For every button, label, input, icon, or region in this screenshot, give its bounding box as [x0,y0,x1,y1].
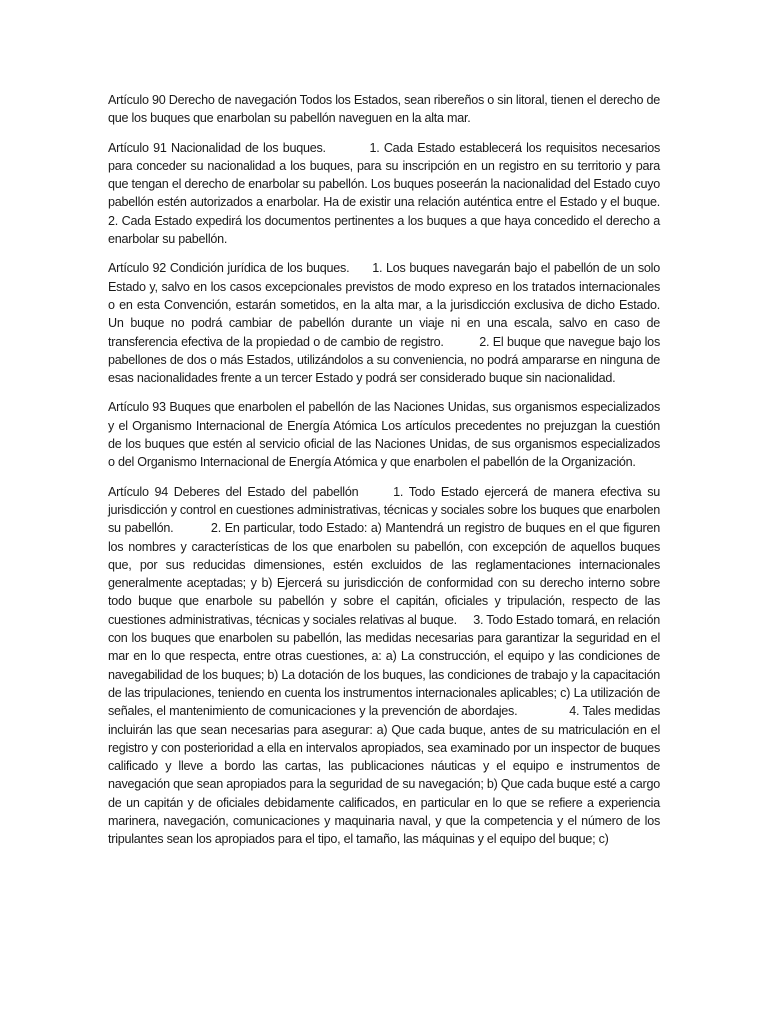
article-92-paragraph: Artículo 92 Condición jurídica de los buques. 1. Los buques navegarán bajo el pabellón de un solo Estado y, salvo en los casos excepcionales previstos de modo expreso en los tratados internacionales o en esta Convención, estarán sometidos, en la alta mar, a la jurisdicción exclusiva de dicho Estado. Un buque no podrá cambiar de pabellón durante un viaje ni en una escala, salvo en caso de transferencia efectiva de la propiedad o de cambio de registro. 2. El buque que navegue bajo los pabellones de dos o más Estados, utilizándolos a su conveniencia, no podrá ampararse en ninguna de esas nacionalidades frente a un tercer Estado y podrá ser considerado buque sin nacionalidad. [108,261,664,386]
article-93-paragraph: Artículo 93 Buques que enarbolen el pabellón de las Naciones Unidas, sus organismos especializados y el Organismo Internacional de Energía Atómica Los artículos precedentes no prejuzgan la cuestión de los buques que estén al servicio oficial de las Naciones Unidas, de sus organismos especializados o del Organismo Internacional de Energía Atómica y que enarbolen el pabellón de la Organización. [108,400,664,470]
article-90-paragraph: Artículo 90 Derecho de navegación Todos los Estados, sean ribereños o sin litoral, tienen el derecho de que los buques que enarbolan su pabellón naveguen en la alta mar. [108,93,664,126]
document-page [108,91,677,860]
article-91-paragraph: Artículo 91 Nacionalidad de los buques. 1. Cada Estado establecerá los requisitos necesarios para conceder su nacionalidad a los buques, para su inscripción en un registro en su territorio y para que tengan el derecho de enarbolar su pabellón. Los buques poseerán la nacionalidad del Estado cuyo pabellón estén autorizados a enarbolar. Ha de existir una relación auténtica entre el Estado y el buque. 2. Cada Estado expedirá los documentos pertinentes a los buques a que haya concedido el derecho a enarbolar su pabellón. [108,140,677,247]
article-94-paragraph: Artículo 94 Deberes del Estado del pabellón 1. Todo Estado ejercerá de manera efectiva su jurisdicción y control en cuestiones administrativas, técnicas y sociales sobre los buques que enarbolen su pabellón. 2. En particular, todo Estado: a) Mantendrá un registro de buques en el que figuren los nombres y características de los que enarbolen su pabellón, con excepción de aquellos buques que, por sus reducidas dimensiones, estén excluidos de las reglamentaciones internacionales generalmente aceptadas; y b) Ejercerá su jurisdicción de conformidad con su derecho interno sobre todo buque que enarbole su pabellón y sobre el capitán, oficiales y tripulación, respecto de las cuestiones administrativas, técnicas y sociales relativas al buque. 3. Todo Estado tomará, en relación con los buques que enarbolen su pabellón, las medidas necesarias para garantizar la seguridad en el mar en lo que respecta, entre otras cuestiones, a: a) La construcción, el equipo y las condiciones de navegabilidad de los buques; b) La dotación de los buques, las condiciones de trabajo y la capacitación de las tripulaciones, teniendo en cuenta los instrumentos internacionales aplicables; c) La utilización de señales, el mantenimiento de comunicaciones y la prevención de abordajes. 4. Tales medidas incluirán las que sean necesarias para asegurar: a) Que cada buque, antes de su matriculación en el registro y con posterioridad a ella en intervalos apropiados, sea examinado por un inspector de buques calificado y lleve a bordo las cartas, las publicaciones náuticas y el equipo e instrumentos de navegación que sean apropiados para la seguridad de su navegación; b) Que cada buque esté a cargo de un capitán y de oficiales debidamente calificados, en particular en lo que se refiere a experiencia marinera, navegación, comunicaciones y maquinaria naval, y que la competencia y el número de los tripulantes sean los apropiados para el tipo, el tamaño, las máquinas y el equipo del buque; c) [108,484,664,847]
